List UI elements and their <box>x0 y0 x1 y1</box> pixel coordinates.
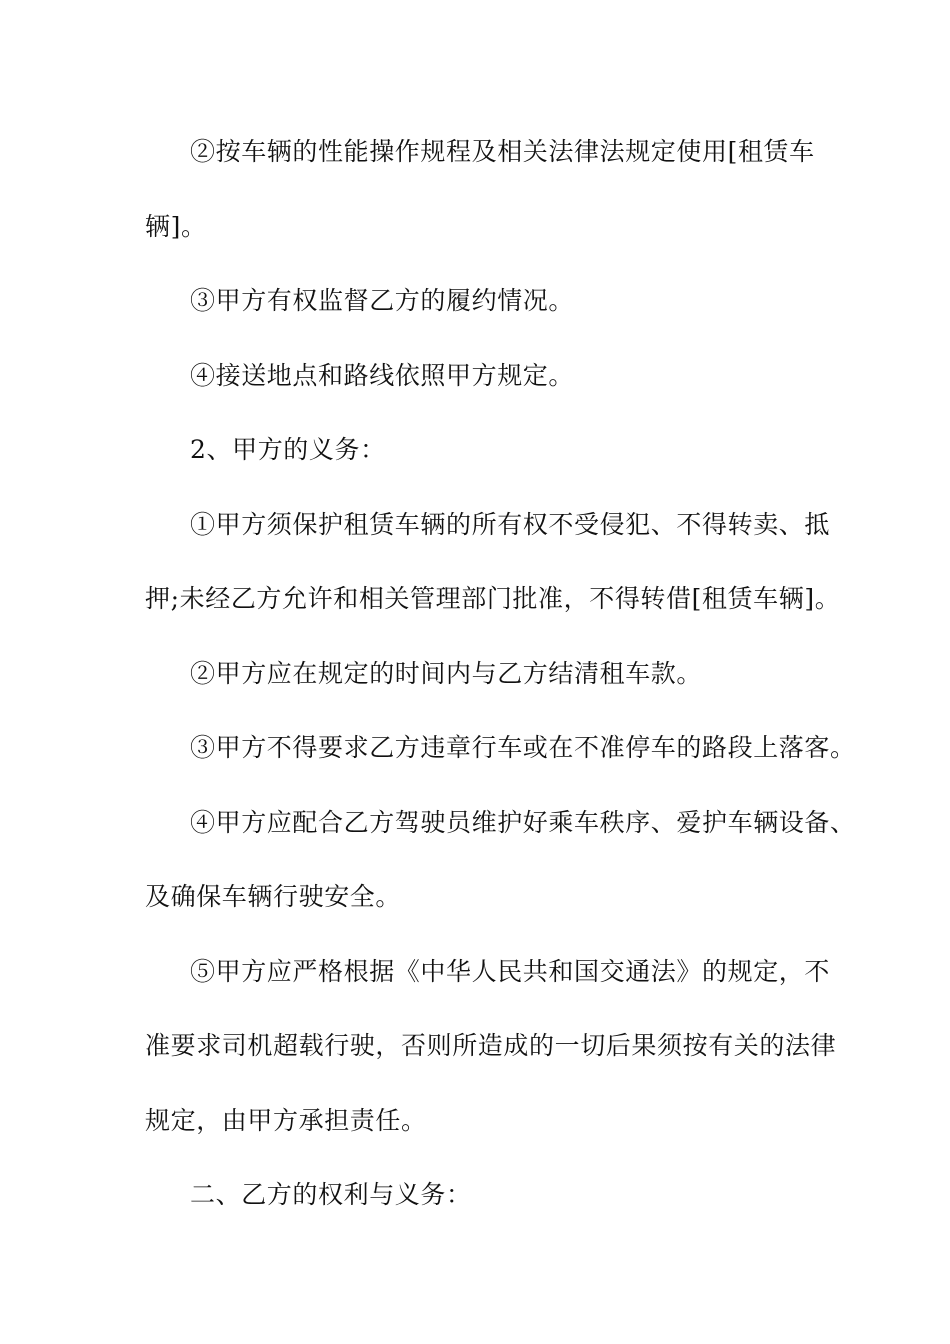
paragraph-line: ②按车辆的性能操作规程及相关法律法规定使用[租赁车 <box>190 137 815 166</box>
paragraph-line: ②甲方应在规定的时间内与乙方结清租车款。 <box>190 659 703 688</box>
paragraph-line: ④接送地点和路线依照甲方规定。 <box>190 361 575 390</box>
paragraph-line: ①甲方须保护租赁车辆的所有权不受侵犯、不得转卖、抵 <box>190 510 831 539</box>
section-heading: 2、甲方的义务： <box>190 435 386 464</box>
paragraph-line: ③甲方不得要求乙方违章行车或在不准停车的路段上落客。 <box>190 733 856 762</box>
paragraph-line: ③甲方有权监督乙方的履约情况。 <box>190 286 575 315</box>
paragraph-line: 辆]。 <box>145 212 207 241</box>
paragraph-line: ④甲方应配合乙方驾驶员维护好乘车秩序、爱护车辆设备、 <box>190 808 856 837</box>
paragraph-line: 准要求司机超载行驶，否则所造成的一切后果须按有关的法律 <box>145 1031 837 1060</box>
section-heading: 二、乙方的权利与义务： <box>190 1180 472 1209</box>
paragraph-line: 押;未经乙方允许和相关管理部门批准，不得转借[租赁车辆]。 <box>145 584 841 613</box>
paragraph-line: 及确保车辆行驶安全。 <box>145 882 402 911</box>
paragraph-line: 规定，由甲方承担责任。 <box>145 1106 427 1135</box>
paragraph-line: ⑤甲方应严格根据《中华人民共和国交通法》的规定，不 <box>190 957 831 986</box>
